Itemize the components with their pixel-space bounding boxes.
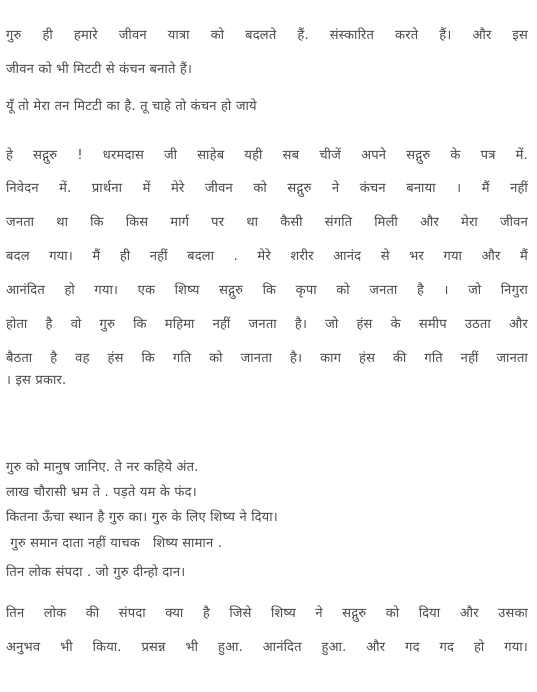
question-line bbox=[6, 505, 528, 531]
text-line: हे सद्गुरु ! धरमदास जी साहेब यही सब चीजें अपने सद्गुरु के पत्र में. bbox=[6, 148, 528, 163]
text-line: जीवन को भी मिटटी से कंचन बनाते हैं। bbox=[6, 62, 193, 77]
dharamdas-paragraph bbox=[6, 143, 528, 394]
closing-paragraph bbox=[6, 601, 528, 661]
text-line: यूँ तो मेरा तन मिटटी का है. तू चाहे तो कंचन हो जाये bbox=[6, 99, 257, 114]
text-line: गुरु समान दाता नहीं याचक शिष्य सामान . bbox=[6, 536, 223, 551]
text-line: आनंदित हो गया। एक शिष्य सद्गुरु कि कृपा को जनता है । जो निगुरा bbox=[6, 283, 528, 298]
verse-line-2 bbox=[6, 480, 528, 506]
text-line: गुरु को मानुष जानिए. ते नर कहिये अंत. bbox=[6, 460, 199, 475]
text-line: अनुभव भी किया. प्रसन्न भी हुआ. आनंदित हुआ. और गद गद हो गया। bbox=[6, 640, 528, 655]
verse-line-3 bbox=[6, 531, 528, 557]
text-line: होता है वो गुरु कि महिमा नहीं जनता है। जो हंस के समीप उठता और bbox=[6, 317, 528, 332]
text-line: जनता था कि किस मार्ग पर था कैसी संगति मिली और मेरा जीवन bbox=[6, 215, 528, 230]
text-line: तिन लोक की संपदा क्या है जिसे शिष्य ने सद्गुरु को दिया और उसका bbox=[6, 606, 528, 621]
quote-tan-mitti bbox=[6, 94, 528, 120]
intro-paragraph bbox=[6, 23, 528, 83]
text-line: बदल गया। मैं ही नहीं बदला . मेरे शरीर आनंद से भर गया और मैं bbox=[6, 249, 528, 264]
text-line: लाख चौरासी भ्रम ते . पड़ते यम के फंद। bbox=[6, 485, 197, 500]
text-line: निवेदन में. प्रार्थना में मेरे जीवन को सद्गुरु ने कंचन बनाया । मैं नहीं bbox=[6, 181, 528, 196]
verse-line-1 bbox=[6, 455, 528, 481]
document-page bbox=[6, 0, 532, 692]
verse-line-4 bbox=[6, 560, 528, 586]
text-line: कितना ऊँचा स्थान है गुरु का। गुरु के लिए शिष्य ने दिया। bbox=[6, 510, 278, 525]
text-line: बैठता है वह हंस कि गति को जानता है। काग हंस की गति नहीं जानता bbox=[6, 351, 528, 366]
text-line: । इस प्रकार. bbox=[6, 373, 67, 388]
text-line: गुरु ही हमारे जीवन यात्रा को बदलते हैं. संस्कारित करते हैं। और इस bbox=[6, 28, 528, 43]
text-line: तिन लोक संपदा . जो गुरु दीन्हो दान। bbox=[6, 565, 186, 580]
